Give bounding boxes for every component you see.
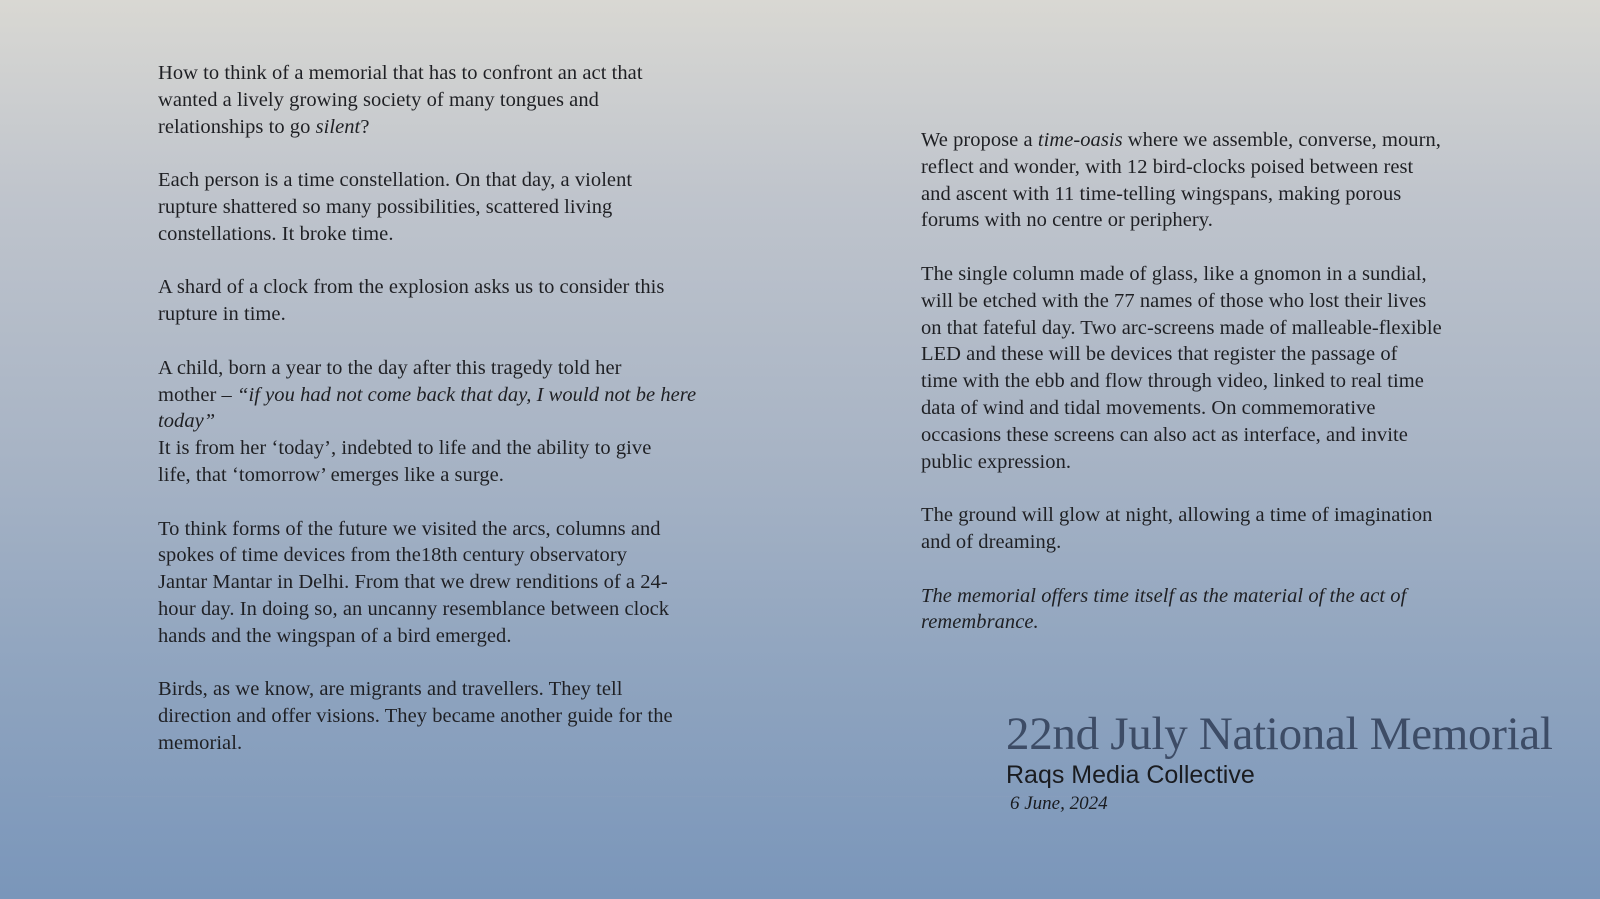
paragraph-glass-column	[921, 261, 1521, 475]
right-column	[921, 127, 1521, 663]
text-line: life, that ‘tomorrow’ emerges like a surge.	[158, 463, 504, 486]
left-column	[158, 60, 758, 784]
text-line: constellations. It broke time.	[158, 222, 394, 245]
paragraph-birds	[158, 676, 758, 756]
child-quote-end: today”	[158, 410, 216, 433]
text-line: The ground will glow at night, allowing a time of imagination	[921, 504, 1433, 527]
text-line: hands and the wingspan of a bird emerged.	[158, 624, 512, 647]
text-line: It is from her ‘today’, indebted to life and the ability to give	[158, 437, 652, 460]
text-span: where we assemble, converse, mourn,	[1122, 129, 1441, 151]
text-line: and ascent with 11 time-telling wingspans, making porous	[921, 182, 1402, 205]
presentation-date: 6 June, 2024	[1010, 793, 1108, 814]
paragraph-clock-shard	[158, 274, 758, 328]
paragraph-time-oasis	[921, 127, 1521, 234]
text-line: and of dreaming.	[921, 530, 1062, 553]
text-line	[158, 382, 758, 409]
text-line: reflect and wonder, with 12 bird-clocks poised between rest	[921, 155, 1414, 178]
paragraph-ground-glow	[921, 502, 1521, 556]
paragraph-silent	[158, 60, 758, 140]
text-line: data of wind and tidal movements. On commemorative	[921, 396, 1376, 419]
text-line: rupture in time.	[158, 303, 286, 326]
text-line: on that fateful day. Two arc-screens made of malleable-flexible	[921, 316, 1442, 339]
text-line: hour day. In doing so, an uncanny resemblance between clock	[158, 597, 670, 620]
text-line: Jantar Mantar in Delhi. From that we drew renditions of a 24-	[158, 571, 668, 594]
text-line: occasions these screens can also act as interface, and invite	[921, 423, 1408, 446]
paragraph-jantar-mantar	[158, 516, 758, 650]
text-line: Birds, as we know, are migrants and travellers. They tell	[158, 678, 623, 701]
emphasis-silent: silent	[315, 115, 361, 138]
text-line: spokes of time devices from the18th century observatory	[158, 544, 627, 567]
closing-line: The memorial offers time itself as the material of the act of	[921, 584, 1407, 607]
text-line: To think forms of the future we visited the arcs, columns and	[158, 517, 661, 540]
text-line: rupture shattered so many possibilities, scattered living	[158, 195, 613, 218]
text-line: public expression.	[921, 450, 1072, 473]
memorial-title: 22nd July National Memorial	[1006, 708, 1553, 760]
text-line: wanted a lively growing society of many tongues and	[158, 88, 599, 111]
paragraph-time-constellation	[158, 167, 758, 247]
text-line	[158, 114, 758, 141]
title-block	[1006, 708, 1553, 818]
text-line: A child, born a year to the day after this tragedy told her	[158, 356, 622, 379]
text-line: How to think of a memorial that has to confront an act that	[158, 62, 643, 84]
text-line	[921, 127, 1521, 154]
text-line: The single column made of glass, like a gnomon in a sundial,	[921, 262, 1427, 285]
emphasis-time-oasis: time-oasis	[1037, 129, 1123, 151]
paragraph-closing-statement	[921, 583, 1521, 637]
text-line: will be etched with the 77 names of those who lost their lives	[921, 289, 1427, 312]
closing-line: remembrance.	[921, 611, 1039, 634]
text-line: forums with no centre or periphery.	[921, 209, 1213, 232]
child-quote: “if you had not come back that day, I would not be here	[237, 383, 697, 406]
text-line: Each person is a time constellation. On that day, a violent	[158, 169, 633, 192]
text-line: direction and offer visions. They became another guide for the	[158, 705, 673, 728]
text-line: A shard of a clock from the explosion asks us to consider this	[158, 276, 665, 299]
paragraph-child-quote	[158, 355, 758, 489]
text-line: time with the ebb and flow through video, linked to real time	[921, 370, 1424, 393]
text-span: mother –	[158, 383, 238, 406]
text-line: memorial.	[158, 731, 243, 754]
text-span: relationships to go	[158, 115, 316, 138]
text-span: ?	[360, 115, 370, 138]
author-name: Raqs Media Collective	[1006, 761, 1255, 789]
text-line: LED and these will be devices that register the passage of	[921, 343, 1398, 366]
text-span: We propose a	[921, 129, 1038, 151]
